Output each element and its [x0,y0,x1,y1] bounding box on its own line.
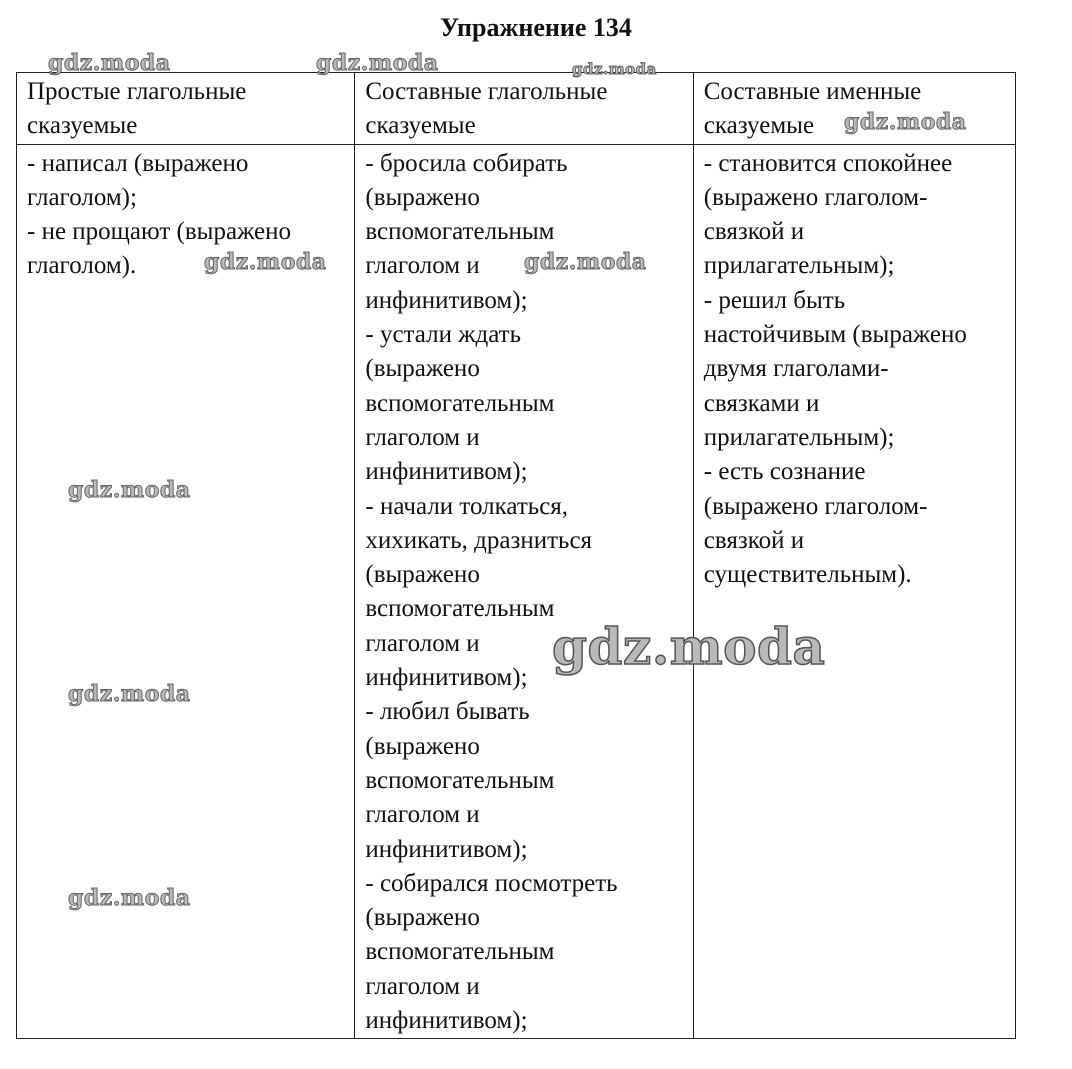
header-compound-nominal: Составные именные сказуемые [693,73,1015,145]
cell-compound-nominal: - становится спокойнее (выражено глаголом- связкой и прилагательным); - решил быть настойчивым (выражено двумя глаголами- связками и прилагательным); - есть сознание (выражено глаголом- связкой и существительным). [693,144,1015,1039]
watermark-logo: gdz.moda [552,617,826,676]
watermark-logo: gdz.moda [68,885,191,911]
page-title: Упражнение 134 [440,13,632,42]
watermark-logo: gdz.moda [844,109,967,135]
watermark-logo: gdz.moda [572,60,657,78]
watermark-logo: gdz.moda [204,249,327,275]
header-compound-verbal: Составные глагольные сказуемые [355,73,693,145]
cell-simple-verbal: - написал (выражено глаголом); - не прощают (выражено глаголом). [17,144,355,1039]
cell-compound-verbal: - бросила собирать (выражено вспомогательным глаголом и инфинитивом); - устали ждать (выражено вспомогательным глаголом и инфинитивом); - начали толкаться, хихикать, дразниться (выражено вспомогательным глаголом и инфинитивом); - любил бывать (выражено вспомогательным глаголом и инфинитивом); - собирался посмотреть (выражено вспомогательным глаголом и инфинитивом); [355,144,693,1039]
header-simple-verbal: Простые глагольные сказуемые [17,73,355,145]
watermark-logo: gdz.moda [48,50,171,76]
watermark-logo: gdz.moda [68,681,191,707]
watermark-logo: gdz.moda [68,477,191,503]
watermark-logo: gdz.moda [524,249,647,275]
watermark-logo: gdz.moda [316,50,439,76]
